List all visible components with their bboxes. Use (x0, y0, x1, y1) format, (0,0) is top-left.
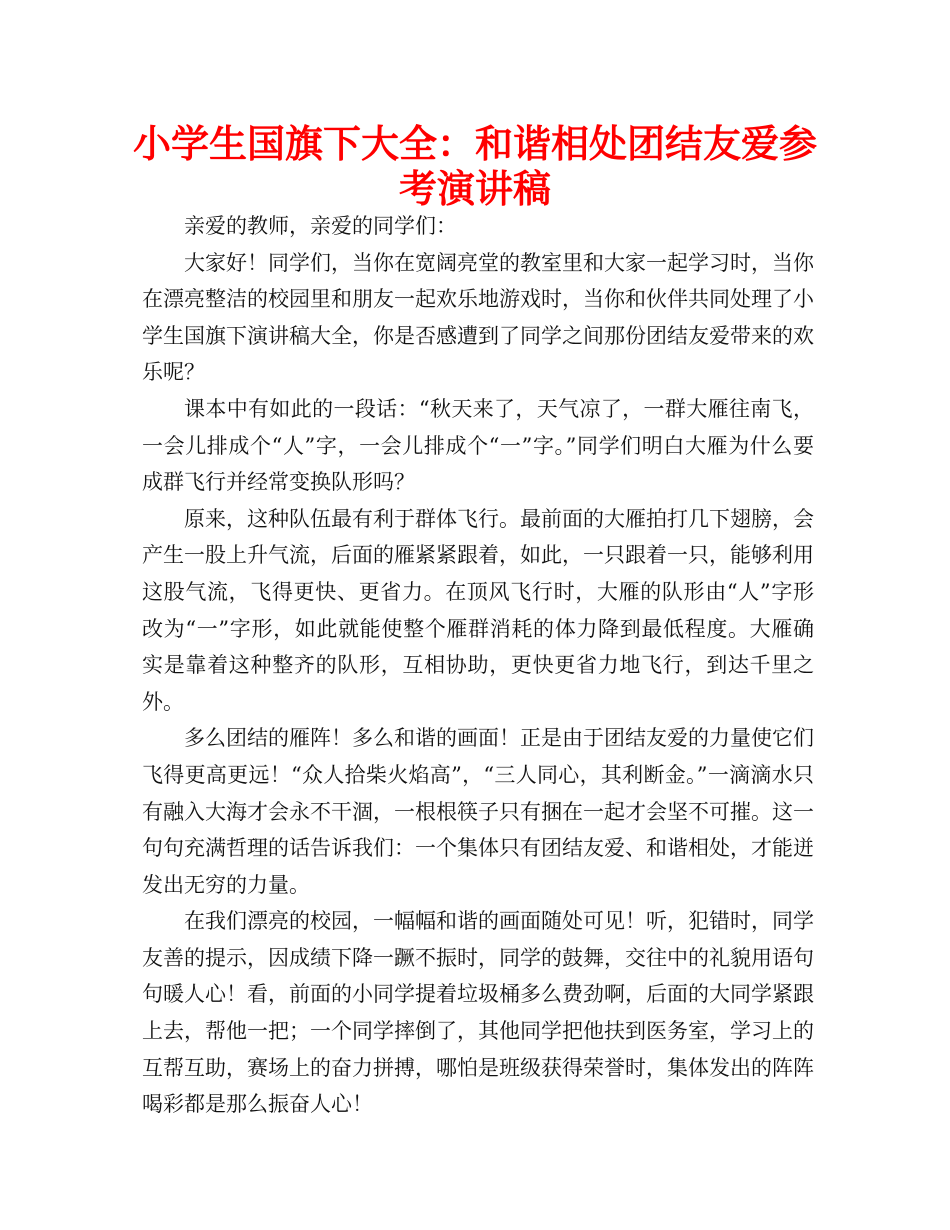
body-paragraph: 在我们漂亮的校园，一幅幅和谐的画面随处可见！听，犯错时，同学友善的提示，因成绩下降一蹶不振时，同学的鼓舞，交往中的礼貌用语句句暖人心！看，前面的小同学提着垃圾桶多么费劲啊，后面的大同学紧跟上去，帮他一把；一个同学摔倒了，其他同学把他扶到医务室，学习上的互帮互助，赛场上的奋力拼搏，哪怕是班级获得荣誉时，集体发出的阵阵喝彩都是那么振奋人心！ (142, 909, 814, 1117)
body-paragraph: 多么团结的雁阵！多么和谐的画面！正是由于团结友爱的力量使它们飞得更高更远！“众人拾柴火焰高”，“三人同心，其利断金。”一滴滴水只有融入大海才会永不干涸，一根根筷子只有捆在一起才会坚不可摧。这一句句充满哲理的话告诉我们：一个集体只有团结友爱、和谐相处，才能迸发出无穷的力量。 (142, 726, 814, 897)
document-title: 小学生国旗下大全：和谐相处团结友爱参考演讲稿 (132, 122, 817, 211)
salutation-paragraph: 亲爱的教师，亲爱的同学们： (184, 214, 457, 238)
body-paragraph: 原来，这种队伍最有利于群体飞行。最前面的大雁拍打几下翅膀，会产生一股上升气流，后面的雁紧紧跟着，如此，一只跟着一只，能够利用这股气流，飞得更快、更省力。在顶风飞行时，大雁的队形由“人”字形改为“一”字形，如此就能使整个雁群消耗的体力降到最低程度。大雁确实是靠着这种整齐的队形，互相协助，更快更省力地飞行，到达千里之外。 (142, 506, 814, 714)
body-paragraph: 大家好！同学们，当你在宽阔亮堂的教室里和大家一起学习时，当你在漂亮整洁的校园里和朋友一起欢乐地游戏时，当你和伙伴共同处理了小学生国旗下演讲稿大全，你是否感遭到了同学之间那份团结友爱带来的欢乐呢？ (142, 250, 814, 385)
body-paragraph: 课本中有如此的一段话：“秋天来了，天气凉了，一群大雁往南飞，一会儿排成个“人”字，一会儿排成个“一”字。”同学们明白大雁为什么要成群飞行并经常变换队形吗？ (142, 396, 814, 495)
document-body (142, 208, 814, 1123)
